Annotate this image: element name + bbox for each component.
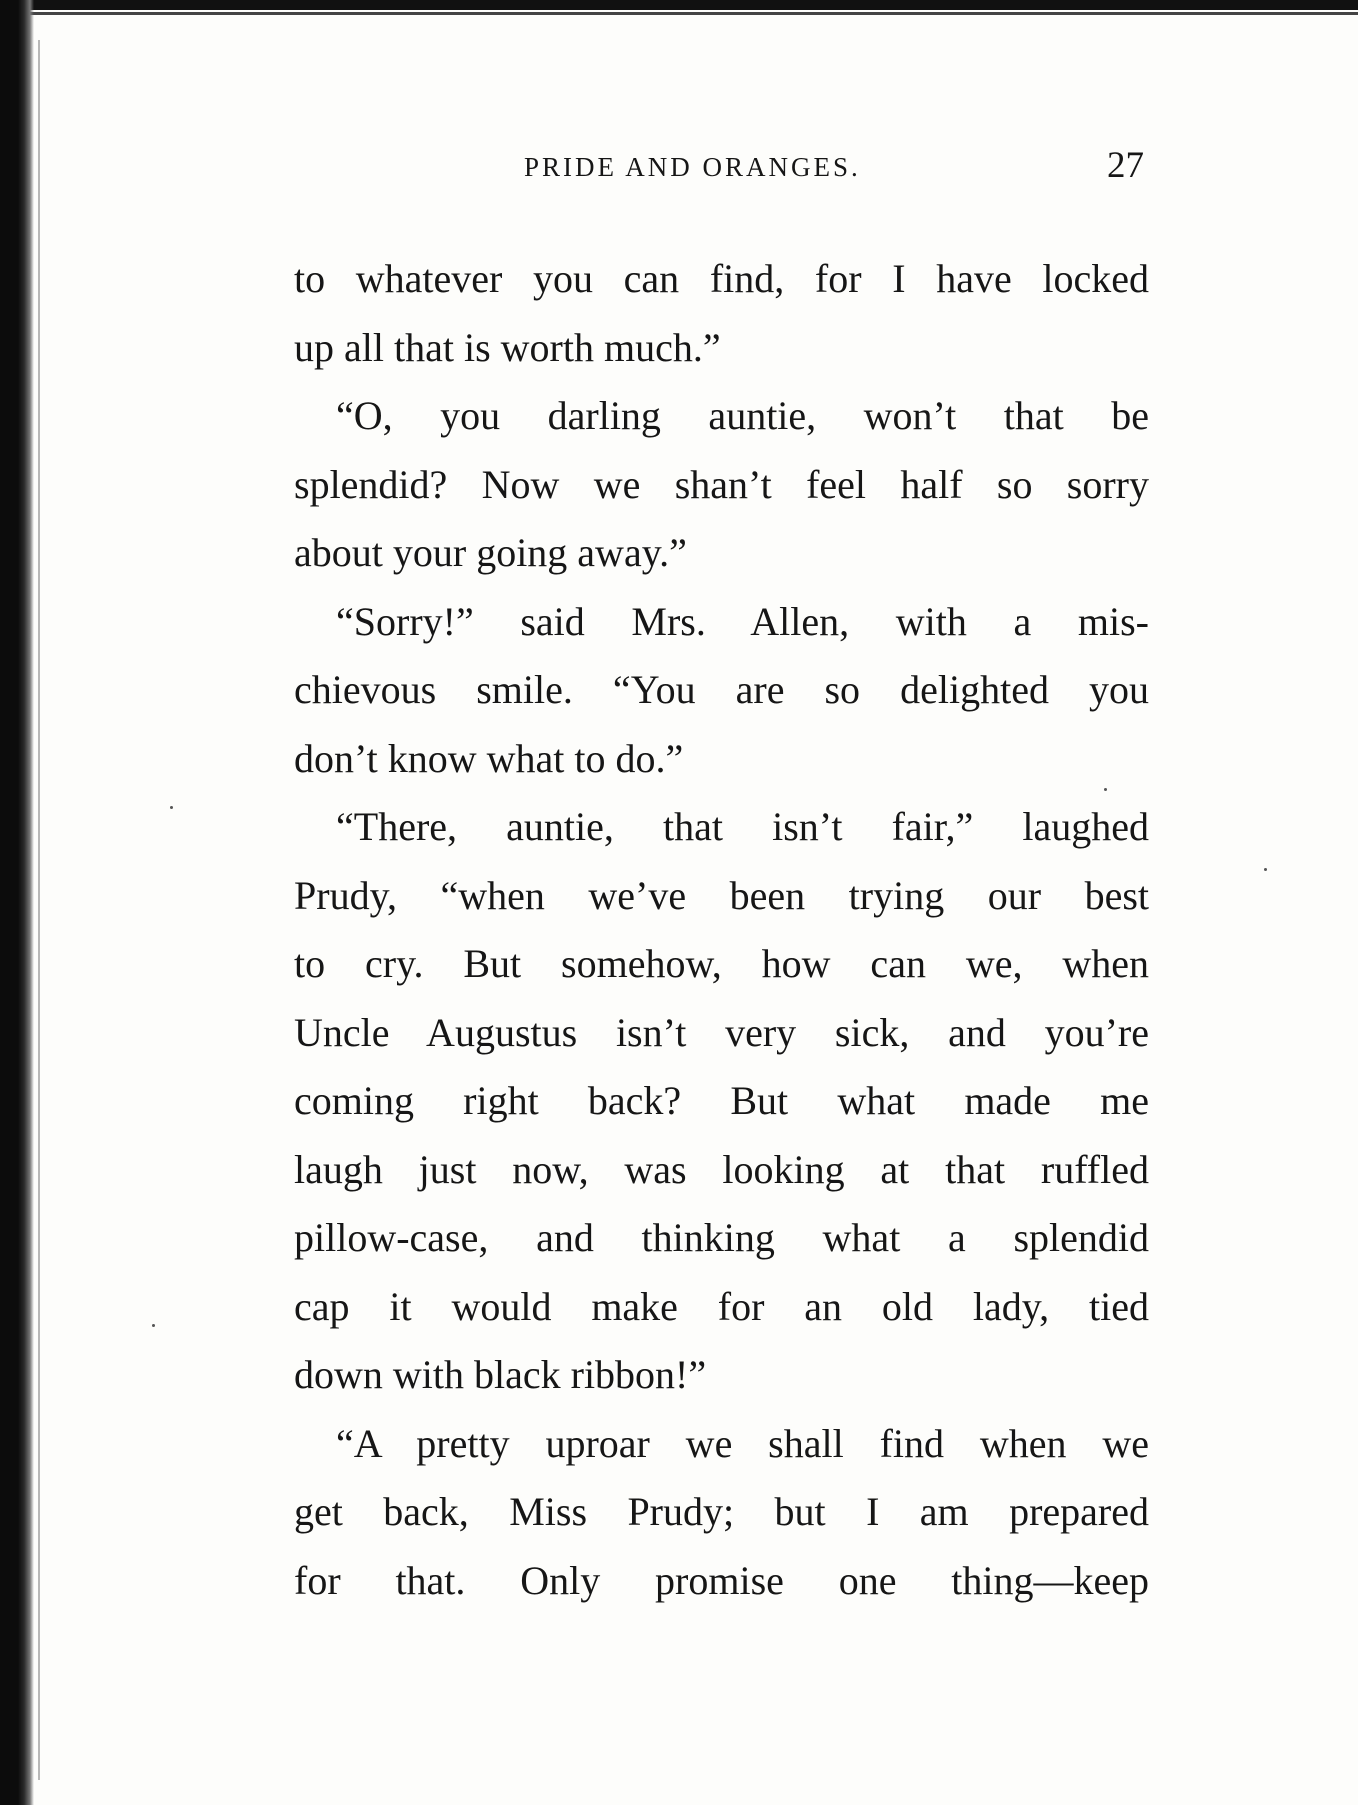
text-line: chievous smile. “You are so delighted you <box>294 667 1149 712</box>
text-line: don’t know what to do.” <box>294 735 684 781</box>
text-line: coming right back? But what made me <box>294 1078 1149 1123</box>
text-line: to cry. But somehow, how can we, when <box>294 941 1149 986</box>
text-line: about your going away.” <box>294 530 687 575</box>
running-title: PRIDE AND ORANGES. <box>524 152 861 182</box>
binding-gutter-line <box>38 40 40 1780</box>
text-line: “A pretty uproar we shall find when we <box>336 1420 1149 1466</box>
text-line: get back, Miss Prudy; but I am prepared <box>294 1489 1149 1534</box>
text-line: “Sorry!” said Mrs. Allen, with a mis- <box>336 598 1149 644</box>
text-line: pillow-case, and thinking what a splendid <box>294 1215 1149 1260</box>
top-edge-rule <box>0 0 1358 10</box>
top-edge-thin-rule <box>0 12 1358 15</box>
scan-speck <box>170 806 173 809</box>
page-number: 27 <box>1107 145 1144 186</box>
page-header <box>294 144 1144 194</box>
scan-speck <box>152 1324 155 1327</box>
text-line: “There, auntie, that isn’t fair,” laughed <box>336 804 1149 849</box>
text-line: up all that is worth much.” <box>294 324 721 370</box>
text-line: down with black ribbon!” <box>294 1352 707 1397</box>
text-line: laugh just now, was looking at that ruffled <box>294 1146 1149 1192</box>
text-line: “O, you darling auntie, won’t that be <box>336 393 1149 438</box>
text-line: to whatever you can find, for I have locked <box>294 256 1149 301</box>
text-line: splendid? Now we shan’t feel half so sorry <box>294 461 1149 507</box>
text-line: for that. Only promise one thing—keep <box>294 1557 1149 1603</box>
body-text <box>294 245 1149 1615</box>
scan-speck <box>1264 868 1267 871</box>
binding-edge-shadow <box>0 0 34 1805</box>
text-line: Prudy, “when we’ve been trying our best <box>294 872 1149 918</box>
text-line: Uncle Augustus isn’t very sick, and you’re <box>294 1009 1149 1055</box>
text-line: cap it would make for an old lady, tied <box>294 1283 1149 1329</box>
